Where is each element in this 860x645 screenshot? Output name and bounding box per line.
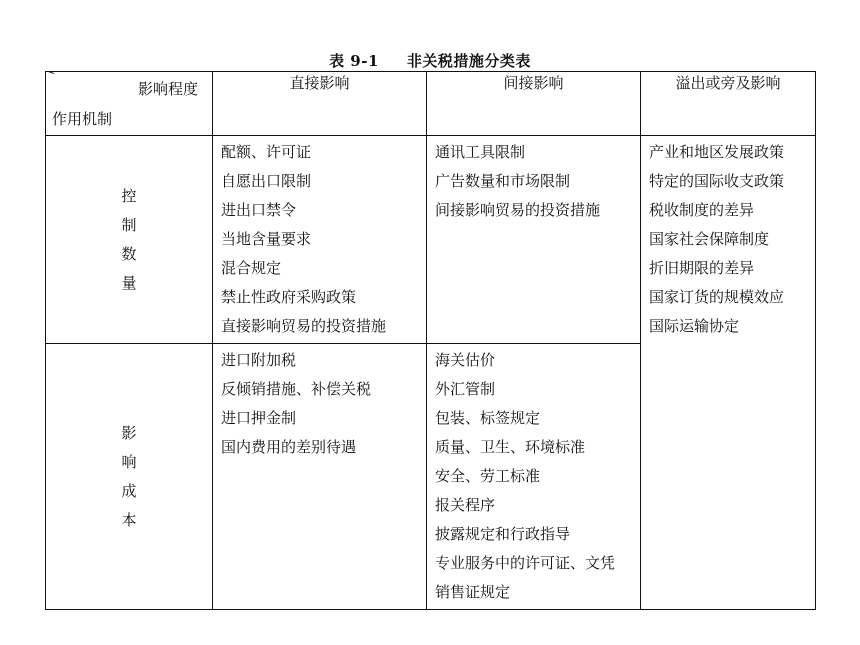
list-item: 报关程序	[435, 496, 496, 514]
category-label: 控制数量	[121, 186, 137, 292]
direct-cell	[213, 344, 427, 610]
list-item: 特定的国际收支政策	[649, 172, 785, 190]
header-diagonal-cell	[46, 72, 213, 136]
table-title	[0, 50, 860, 71]
indirect-cell	[427, 344, 641, 610]
list-item: 间接影响贸易的投资措施	[435, 201, 601, 219]
table-number: 表 9-1	[329, 52, 379, 70]
header-row	[46, 72, 816, 136]
header-indirect: 间接影响	[427, 72, 641, 136]
ntb-classification-table	[45, 71, 816, 610]
indirect-list	[427, 344, 640, 609]
list-item: 进出口禁令	[221, 201, 297, 219]
list-item: 进口押金制	[221, 409, 297, 427]
list-item: 国家订货的规模效应	[649, 288, 785, 306]
list-item: 包装、标签规定	[435, 409, 541, 427]
direct-cell	[213, 136, 427, 344]
indirect-list	[427, 136, 640, 227]
table-row	[46, 136, 816, 344]
table-caption: 非关税措施分类表	[406, 52, 531, 70]
list-item: 安全、劳工标准	[435, 467, 541, 485]
spillover-cell	[641, 136, 816, 610]
header-direct: 直接影响	[213, 72, 427, 136]
list-item: 披露规定和行政指导	[435, 525, 571, 543]
list-item: 配额、许可证	[221, 143, 312, 161]
list-item: 专业服务中的许可证、文凭	[435, 554, 616, 572]
list-item: 广告数量和市场限制	[435, 172, 571, 190]
list-item: 折旧期限的差异	[649, 259, 755, 277]
direct-list	[213, 344, 426, 464]
list-item: 国家社会保障制度	[649, 230, 770, 248]
category-cell	[46, 136, 213, 344]
list-item: 税收制度的差异	[649, 201, 755, 219]
header-mechanism: 作用机制	[52, 110, 113, 128]
category-label: 影响成本	[121, 423, 137, 529]
spillover-list	[641, 136, 815, 343]
list-item: 国内费用的差别待遇	[221, 438, 357, 456]
list-item: 产业和地区发展政策	[649, 143, 785, 161]
header-spillover: 溢出或旁及影响	[641, 72, 816, 136]
list-item: 海关估价	[435, 351, 496, 369]
list-item: 混合规定	[221, 259, 282, 277]
list-item: 直接影响贸易的投资措施	[221, 317, 387, 335]
list-item: 质量、卫生、环境标准	[435, 438, 586, 456]
list-item: 进口附加税	[221, 351, 297, 369]
list-item: 反倾销措施、补偿关税	[221, 380, 372, 398]
list-item: 销售证规定	[435, 583, 511, 601]
list-item: 自愿出口限制	[221, 172, 312, 190]
category-cell	[46, 344, 213, 610]
list-item: 国际运输协定	[649, 317, 740, 335]
list-item: 外汇管制	[435, 380, 496, 398]
list-item: 当地含量要求	[221, 230, 312, 248]
indirect-cell	[427, 136, 641, 344]
list-item: 通讯工具限制	[435, 143, 526, 161]
list-item: 禁止性政府采购政策	[221, 288, 357, 306]
header-impact-degree: 影响程度	[137, 80, 198, 98]
direct-list	[213, 136, 426, 343]
corner-mark	[48, 71, 55, 76]
